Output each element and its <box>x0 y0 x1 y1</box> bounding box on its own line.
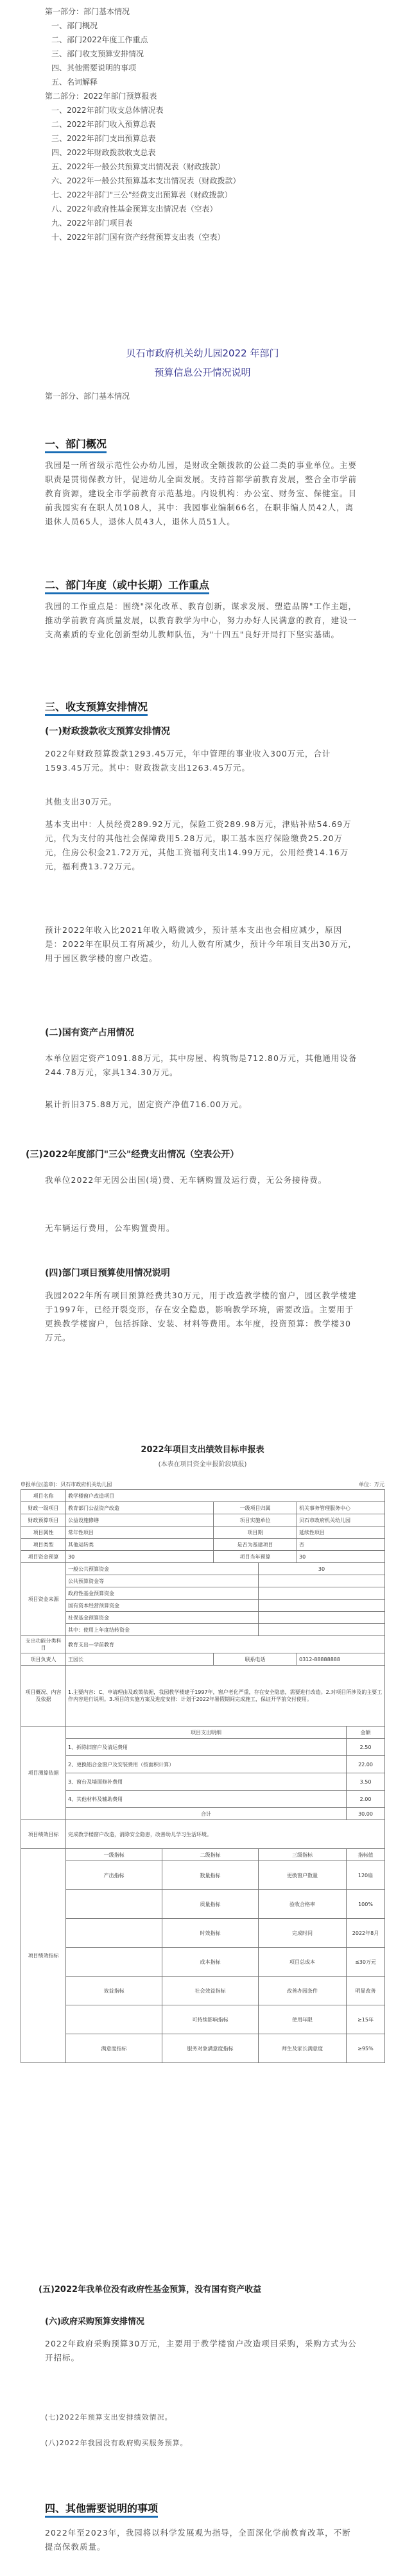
table-value: 教育部门公益资产改造 <box>66 1502 214 1514</box>
indicator-value: ≥95% <box>347 2034 385 2063</box>
calc-amount: 22.00 <box>347 1756 385 1773</box>
fund-source: 政府性基金预算资金 <box>66 1587 259 1600</box>
indicator-level2: 时效指标 <box>162 1919 259 1948</box>
table-label: 项目名称 <box>21 1490 66 1502</box>
table-header: 指标值 <box>347 1849 385 1861</box>
fund-source: 其中：使用上年度结转资金 <box>66 1624 259 1636</box>
project-content: 1.主要内容：C、申请理由及政策依据，我园教学楼建于1997年，窗户老化严重，存在安全隐患，需要进行改造。2.对项目所涉及的主要工作内容进行说明。3.项目的实施方案及进度安排：计划于2022年暑假期间完成施工，保证开学前交付使用。 <box>66 1666 385 1727</box>
table-value: 0312-88888888 <box>297 1653 385 1666</box>
fund-source: 一般公共预算资金 <box>66 1563 259 1575</box>
table-unit-left: 申报单位(盖章)：贝石市政府机关幼儿园 <box>21 1482 112 1487</box>
table-value: 教学楼窗户改造项目 <box>66 1490 385 1502</box>
indicator-level1 <box>66 1890 162 1919</box>
indicator-level2: 数量指标 <box>162 1861 259 1890</box>
toc-item[interactable]: 三、部门收支预算安排情况 <box>51 49 144 58</box>
toc-item[interactable]: 二、部门2022年度工作重点 <box>51 35 148 44</box>
subheading-projects: (四)部门项目预算使用情况说明 <box>45 1268 170 1278</box>
table-label: 项目负责人 <box>21 1653 66 1666</box>
toc-item[interactable]: 五、2022年一般公共预算支出情况表（财政拨款） <box>51 162 225 171</box>
table-value: 否 <box>297 1539 385 1551</box>
table-label: 项目实施单位 <box>214 1514 297 1526</box>
indicator-value: ≥15年 <box>347 2005 385 2034</box>
vehicle-paragraph: 无车辆运行费用，公车购置费用。 <box>45 1223 175 1233</box>
toc-item[interactable]: 第二部分：2022年部门预算报表 <box>45 92 157 101</box>
goal-text: 完成教学楼窗户改造，消除安全隐患，改善幼儿学习生活环境。 <box>66 1820 385 1849</box>
table-header: 金额 <box>347 1727 385 1739</box>
indicator-level1: 效益指标 <box>66 1977 162 2005</box>
table-label: 项目资金预算 <box>21 1551 66 1563</box>
table-value: 常年性项目 <box>66 1526 214 1539</box>
indicator-level3: 更换窗户数量 <box>259 1861 347 1890</box>
table-label: 联系电话 <box>214 1653 297 1666</box>
fund-amount <box>259 1575 385 1587</box>
table-value: 贝石市政府机关幼儿园 <box>297 1514 385 1526</box>
three-public-paragraph: 我单位2022年无因公出国(境)费、无车辆购置及运行费，无公务接待费。 <box>45 1175 327 1185</box>
toc-item[interactable]: 一、部门概况 <box>51 21 98 30</box>
indicator-level2: 成本指标 <box>162 1948 259 1977</box>
document-title: 贝石市政府机关幼儿园2022 年部门 <box>126 347 279 359</box>
fund-amount <box>259 1612 385 1624</box>
indicator-level2: 社会效益指标 <box>162 1977 259 2005</box>
table-value: 其他运转类 <box>66 1539 214 1551</box>
fund-amount <box>259 1587 385 1600</box>
calc-item: 3、窗台及墙面修补费用 <box>66 1773 347 1791</box>
table-subtitle: (本表在项目资金申报阶段填报) <box>158 1461 247 1468</box>
table-value: 教育支出—学前教育 <box>66 1636 385 1653</box>
table-value: 30 <box>66 1551 214 1563</box>
indicator-level1: 满意度指标 <box>66 2034 162 2063</box>
overview-paragraph: 我园是一所省级示范性公办幼儿园，是财政全额拨款的公益二类的事业单位。主要职责是贯彻保教方针，促进幼儿全面发展。支持首都学前教育发展，整合全市学前教育资源，建设全市学前教育示范基地。内设机构：办公室、财务室、保健室。目前我园实有在职人员108人，其中：我园事业编制66名，在职非编人员42人，离退休人员65人，退休人员43人，退休人员51人。 <box>45 460 358 526</box>
indicator-level2: 服务对象满意度指标 <box>162 2034 259 2063</box>
subheading-fiscal: (一)财政拨款收支预算安排情况 <box>45 726 170 737</box>
calc-total-label: 合计 <box>66 1808 347 1820</box>
projects-paragraph: 我园2022年所有项目预算经费共30万元，用于改造教学楼的窗户，园区教学楼建于1997年，已经开裂变形，存在安全隐患，影响教学环境，需要改造。主要用于更换教学楼窗户，包括拆除、安装、材料等费用。本年度，投资预算：教学楼30万元。 <box>45 1291 357 1342</box>
calc-item: 1、拆除旧窗户及清运费用 <box>66 1739 347 1756</box>
table-header: 三级指标 <box>259 1849 347 1861</box>
other-expense-paragraph: 其他支出30万元。 <box>45 797 117 807</box>
indicator-level3: 改善办园条件 <box>259 1977 347 2005</box>
table-label: 一级项目归属 <box>214 1502 297 1514</box>
indicator-value: 100% <box>347 1890 385 1919</box>
fund-amount <box>259 1624 385 1636</box>
toc-item[interactable]: 四、2022年财政拨款收支总表 <box>51 148 156 157</box>
forecast-paragraph: 预计2022年收入比2021年收入略微减少，预计基本支出也会相应减少，原因是：2022年在职员工有所减少，幼儿人数有所减少，预计今年项目支出30万元，用于园区教学楼的窗户改造。 <box>45 925 357 963</box>
table-value: 机关事务管理服务中心 <box>297 1502 385 1514</box>
toc-item[interactable]: 四、其他需要说明的事项 <box>51 63 137 72</box>
fiscal-paragraph: 2022年财政预算拨款1293.45万元，年中管理的事业收入300万元，合计1593.45万元。其中：财政拨款支出1263.45万元。 <box>45 749 331 773</box>
table-label: 项目测算依据 <box>21 1727 66 1820</box>
table-label: 项目期 <box>214 1526 297 1539</box>
indicator-level1 <box>66 2005 162 2034</box>
toc-item[interactable]: 八、2022年政府性基金预算支出情况表（空表） <box>51 205 218 213</box>
toc-item[interactable]: 第一部分：部门基本情况 <box>45 7 130 16</box>
performance-table <box>21 1481 384 2063</box>
toc-item[interactable]: 十、2022年部门国有资产经营预算支出表（空表） <box>51 233 225 242</box>
table-label: 项目概况、内容及依据 <box>21 1666 66 1727</box>
table-label: 项目类型 <box>21 1539 66 1551</box>
part-heading: 第一部分、部门基本情况 <box>45 392 130 401</box>
basic-expense-paragraph: 基本支出中：人员经费289.92万元，保险工资289.98万元，津贴补贴54.69万元，代为支付的其他社会保障费用5.28万元，职工基本医疗保险缴费25.20万元，住房公积金21.72万元，其他工资福利支出14.99万元，公用经费14.16万元，福利费13.72万元。 <box>45 819 352 871</box>
calc-item: 2、更换铝合金窗户及安装费用（按面积计算） <box>66 1756 347 1773</box>
indicator-level1 <box>66 1948 162 1977</box>
fund-source: 社保基金预算资金 <box>66 1612 259 1624</box>
indicator-value: 120扇 <box>347 1861 385 1890</box>
indicator-level3: 师生及家长满意度 <box>259 2034 347 2063</box>
document-subtitle: 预算信息公开情况说明 <box>154 367 251 378</box>
fund-source: 公共预算资金等 <box>66 1575 259 1587</box>
section-heading-other: 四、其他需要说明的事项 <box>45 2500 158 2515</box>
assets-paragraph: 本单位固定资产1091.88万元，其中房屋、构筑物是712.80万元，其他通用设备244.78万元，家具134.30万元。 <box>45 1053 358 1077</box>
calc-amount: 3.50 <box>347 1773 385 1791</box>
fund-amount <box>259 1600 385 1612</box>
table-title: 2022年项目支出绩效目标申报表 <box>141 1445 264 1455</box>
indicator-value: ≤30万元 <box>347 1948 385 1977</box>
indicator-level1: 产出指标 <box>66 1861 162 1890</box>
toc-item[interactable]: 九、2022年部门项目表 <box>51 219 133 228</box>
table-label: 财政一级项目 <box>21 1502 66 1514</box>
table-value: 公益设施修缮 <box>66 1514 214 1526</box>
table-value: 王园长 <box>66 1653 214 1666</box>
table-value: 延续性项目 <box>297 1526 385 1539</box>
indicator-level2: 可持续影响指标 <box>162 2005 259 2034</box>
fund-source: 国有资本经营预算资金 <box>66 1600 259 1612</box>
toc-item[interactable]: 一、2022年部门收支总体情况表 <box>51 106 164 115</box>
subheading-three-public: (三)2022年度部门"三公"经费支出情况（空表公开） <box>26 1150 239 1160</box>
table-label: 项目绩效指标 <box>21 1849 66 2063</box>
table-label: 项目属性 <box>21 1526 66 1539</box>
indicator-level3: 使用年限 <box>259 2005 347 2034</box>
table-label: 财政预算项目 <box>21 1514 66 1526</box>
toc-item[interactable]: 五、名词解释 <box>51 78 98 87</box>
section-heading-overview: 一、部门概况 <box>45 436 107 451</box>
performance-note: (七)2022年预算支出安排绩效情况。 <box>45 2413 173 2421</box>
table-label: 是否为基建项目 <box>214 1539 297 1551</box>
indicator-level1 <box>66 1919 162 1948</box>
section-heading-priorities: 二、部门年度（或中长期）工作重点 <box>45 577 209 592</box>
calc-total-value: 30.00 <box>347 1808 385 1820</box>
indicator-value: 明显改善 <box>347 1977 385 2005</box>
table-value: 30 <box>297 1551 385 1563</box>
table-label: 支出功能分类科目 <box>21 1636 66 1653</box>
subheading-fund: (五)2022年我单位没有政府性基金预算，没有国有资产收益 <box>39 2285 262 2295</box>
indicator-level3: 完成时间 <box>259 1919 347 1948</box>
table-header: 一级指标 <box>66 1849 162 1861</box>
subheading-procurement: (六)政府采购预算安排情况 <box>45 2317 144 2327</box>
indicator-value: 2022年8月 <box>347 1919 385 1948</box>
toc-item[interactable]: 七、2022年部门"三公"经费支出预算表（财政拨款） <box>51 190 232 199</box>
fund-amount: 30 <box>259 1563 385 1575</box>
procurement-paragraph: 2022年政府采购预算30万元，主要用于教学楼窗户改造项目采购，采购方式为公开招标。 <box>45 2339 357 2363</box>
table-header: 二级指标 <box>162 1849 259 1861</box>
purchase-service-note: (八)2022年我园没有政府购买服务预算。 <box>45 2439 188 2447</box>
other-paragraph: 2022年至2023年，我园将以科学发展观为指导，全面深化学前教育改革，不断提高保教质量。 <box>45 2528 351 2552</box>
calc-amount: 2.50 <box>347 1739 385 1756</box>
depreciation-paragraph: 累计折旧375.88万元，固定资产净值716.00万元。 <box>45 1100 248 1109</box>
indicator-level3: 验收合格率 <box>259 1890 347 1919</box>
calc-item: 4、其他材料及辅助费用 <box>66 1791 347 1808</box>
priorities-paragraph: 我园的工作重点是：围绕"深化改革、教育创新，谋求发展、塑造品牌"工作主题，推动学前教育高质量发展，以教育教学为中心，努力办好人民满意的教育，建设一支高素质的专业化创新型幼儿教师队伍，为"十四五"良好开局打下坚实基础。 <box>45 601 358 639</box>
table-label: 项目绩效目标 <box>21 1820 66 1849</box>
section-heading-budget: 三、收支预算安排情况 <box>45 699 148 714</box>
indicator-level2: 质量指标 <box>162 1890 259 1919</box>
table-header: 项目支出明细 <box>66 1727 347 1739</box>
table-unit-right: 单位：万元 <box>359 1482 384 1487</box>
indicator-level3: 项目总成本 <box>259 1948 347 1977</box>
calc-amount: 2.00 <box>347 1791 385 1808</box>
table-label: 项目当年预算 <box>214 1551 297 1563</box>
subheading-assets: (二)国有资产占用情况 <box>45 1028 134 1038</box>
toc-item[interactable]: 六、2022年一般公共预算基本支出情况表（财政拨款） <box>51 176 241 185</box>
table-label: 项目资金来源 <box>21 1563 66 1636</box>
toc-item[interactable]: 二、2022年部门收入预算总表 <box>51 120 156 129</box>
toc-item[interactable]: 三、2022年部门支出预算总表 <box>51 134 156 143</box>
